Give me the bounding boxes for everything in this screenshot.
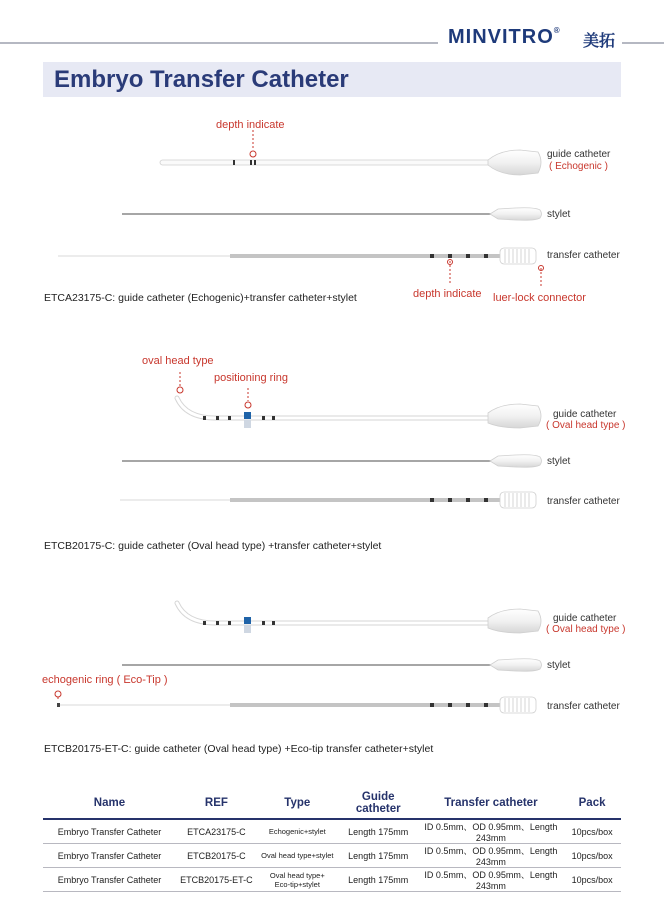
transfer-catheter-3 xyxy=(57,697,536,713)
cell-pack: 10pcs/box xyxy=(563,844,621,868)
guide-catheter-1 xyxy=(160,150,541,175)
cell-ref: ETCB20175-C xyxy=(176,844,257,868)
depth-indicate-label-bottom: depth indicate xyxy=(413,288,482,300)
oval-head-note-3: ( Oval head type ) xyxy=(546,624,626,635)
transfer-catheter-label-2: transfer catheter xyxy=(547,496,620,507)
table-header-row xyxy=(43,788,621,819)
cell-type-line1: Oval head type+ xyxy=(269,870,325,880)
col-transfer-header: Transfer catheter xyxy=(419,788,564,819)
guide-catheter-2 xyxy=(177,398,541,428)
caption-etcb20175-c: ETCB20175-C: guide catheter (Oval head type) +transfer catheter+stylet xyxy=(44,540,382,552)
stylet-1 xyxy=(122,208,542,221)
depth-indicate-label-top: depth indicate xyxy=(216,119,285,131)
transfer-catheter-label-1: transfer catheter xyxy=(547,250,620,261)
col-name-header: Name xyxy=(43,788,176,819)
cell-name: Embryo Transfer Catheter xyxy=(43,844,176,868)
cell-transfer: ID 0.5mm、OD 0.95mm、Length 243mm xyxy=(419,819,564,844)
cell-name: Embryo Transfer Catheter xyxy=(43,868,176,892)
positioning-ring-label: positioning ring xyxy=(214,372,288,384)
cell-name: Embryo Transfer Catheter xyxy=(43,819,176,844)
cell-type xyxy=(257,868,338,892)
echogenic-note: ( Echogenic ) xyxy=(549,161,608,172)
stylet-label-1: stylet xyxy=(547,209,571,220)
stylet-label-2: stylet xyxy=(547,456,571,467)
cell-pack: 10pcs/box xyxy=(563,868,621,892)
stylet-2 xyxy=(122,455,542,468)
cell-ref: ETCB20175-ET-C xyxy=(176,868,257,892)
table-row xyxy=(43,844,621,868)
guide-catheter-label-3: guide catheter xyxy=(553,613,617,624)
table-row xyxy=(43,868,621,892)
cell-guide: Length 175mm xyxy=(338,844,419,868)
cell-guide: Length 175mm xyxy=(338,868,419,892)
oval-head-type-label: oval head type xyxy=(142,355,214,367)
transfer-catheter-2 xyxy=(120,492,536,508)
guide-catheter-label-2: guide catheter xyxy=(553,409,617,420)
echogenic-ring-label: echogenic ring ( Eco-Tip ) xyxy=(42,674,168,686)
caption-etca23175-c: ETCA23175-C: guide catheter (Echogenic)+transfer catheter+stylet xyxy=(44,292,357,304)
col-ref-header: REF xyxy=(176,788,257,819)
cell-type: Oval head type+stylet xyxy=(257,844,338,868)
luer-lock-connector-label: luer-lock connector xyxy=(493,292,586,304)
cell-type: Echogenic+stylet xyxy=(257,819,338,844)
specification-table xyxy=(43,788,621,892)
transfer-catheter-label-3: transfer catheter xyxy=(547,701,620,712)
guide-catheter-label-1: guide catheter xyxy=(547,149,611,160)
col-type-header: Type xyxy=(257,788,338,819)
cell-transfer: ID 0.5mm、OD 0.95mm、Length 243mm xyxy=(419,844,564,868)
brand-logo-cn: 美拓 xyxy=(583,33,616,50)
col-pack-header: Pack xyxy=(563,788,621,819)
page-title: Embryo Transfer Catheter xyxy=(54,66,349,93)
cell-ref: ETCA23175-C xyxy=(176,819,257,844)
stylet-3 xyxy=(122,659,542,672)
stylet-label-3: stylet xyxy=(547,660,571,671)
table-row xyxy=(43,819,621,844)
caption-etcb20175-et-c: ETCB20175-ET-C: guide catheter (Oval head type) +Eco-tip transfer catheter+stylet xyxy=(44,743,434,755)
oval-head-note-2: ( Oval head type ) xyxy=(546,420,626,431)
cell-pack: 10pcs/box xyxy=(563,819,621,844)
transfer-catheter-1 xyxy=(58,248,536,264)
brand-logo: MINVITRO® xyxy=(448,26,561,48)
cell-transfer: ID 0.5mm、OD 0.95mm、Length 243mm xyxy=(419,868,564,892)
cell-type-line2: Eco-tip+stylet xyxy=(274,879,320,889)
col-guide-header: Guide catheter xyxy=(338,788,419,819)
guide-catheter-3 xyxy=(177,603,541,633)
cell-guide: Length 175mm xyxy=(338,819,419,844)
